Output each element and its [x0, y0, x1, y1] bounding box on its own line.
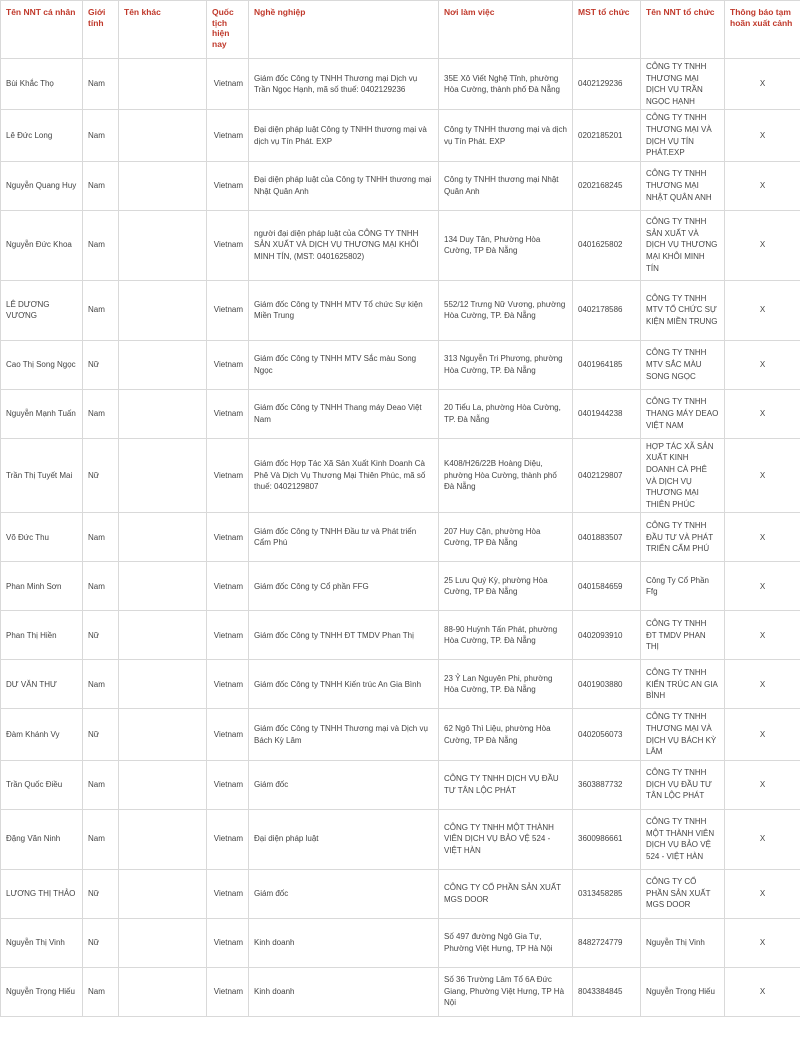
cell-gender: Nam	[83, 967, 119, 1016]
cell-nationality: Vietnam	[207, 967, 249, 1016]
cell-org-tax-code: 0202168245	[573, 161, 641, 210]
cell-name: Phan Minh Sơn	[1, 562, 83, 611]
table-row	[1, 210, 800, 280]
cell-name: Nguyễn Thị Vinh	[1, 918, 83, 967]
cell-org-name: CÔNG TY TNHH SẢN XUẤT VÀ DỊCH VỤ THƯƠNG MẠI KHÔI MINH TÍN	[641, 210, 725, 280]
cell-occupation: Kinh doanh	[249, 967, 439, 1016]
header-cell: Tên NNT cá nhân	[1, 1, 83, 59]
cell-other-name	[119, 660, 207, 709]
cell-exit-notice: X	[725, 562, 800, 611]
cell-other-name	[119, 340, 207, 389]
cell-occupation: Giám đốc	[249, 869, 439, 918]
cell-occupation: Kinh doanh	[249, 918, 439, 967]
cell-gender: Nam	[83, 280, 119, 340]
table-row	[1, 438, 800, 513]
cell-org-tax-code: 0402129807	[573, 438, 641, 513]
cell-name: Nguyễn Đức Khoa	[1, 210, 83, 280]
table-row	[1, 918, 800, 967]
cell-nationality: Vietnam	[207, 389, 249, 438]
cell-gender: Nam	[83, 110, 119, 161]
cell-org-name: CÔNG TY TNHH ĐẦU TƯ VÀ PHÁT TRIỂN CẨM PHÚ	[641, 513, 725, 562]
cell-exit-notice: X	[725, 760, 800, 809]
cell-other-name	[119, 513, 207, 562]
cell-name: Nguyễn Quang Huy	[1, 161, 83, 210]
header-cell: Thông báo tạm hoãn xuất cảnh	[725, 1, 800, 59]
cell-org-tax-code: 3600986661	[573, 809, 641, 869]
cell-org-name: CÔNG TY TNHH MTV SẮC MÀU SONG NGỌC	[641, 340, 725, 389]
cell-gender: Nữ	[83, 340, 119, 389]
cell-exit-notice: X	[725, 110, 800, 161]
cell-other-name	[119, 280, 207, 340]
cell-other-name	[119, 760, 207, 809]
cell-workplace: 35E Xô Viết Nghệ Tĩnh, phường Hòa Cường, thành phố Đà Nẵng	[439, 59, 573, 110]
cell-occupation: người đại diện pháp luật của CÔNG TY TNHH SẢN XUẤT VÀ DỊCH VỤ THƯƠNG MẠI KHÔI MINH TÍN, (MST: 0401625802)	[249, 210, 439, 280]
cell-org-name: CÔNG TY TNHH THƯƠNG MẠI NHẬT QUÂN ANH	[641, 161, 725, 210]
cell-exit-notice: X	[725, 161, 800, 210]
cell-exit-notice: X	[725, 438, 800, 513]
cell-org-name: Nguyễn Trọng Hiếu	[641, 967, 725, 1016]
cell-other-name	[119, 918, 207, 967]
header-cell: Tên khác	[119, 1, 207, 59]
cell-nationality: Vietnam	[207, 340, 249, 389]
cell-org-tax-code: 0401964185	[573, 340, 641, 389]
cell-other-name	[119, 210, 207, 280]
cell-occupation: Đại diện pháp luật	[249, 809, 439, 869]
cell-workplace: CÔNG TY TNHH DỊCH VỤ ĐẦU TƯ TÂN LỘC PHÁT	[439, 760, 573, 809]
table-row	[1, 809, 800, 869]
cell-occupation: Giám đốc Công ty TNHH MTV Tổ chức Sự kiện Miền Trung	[249, 280, 439, 340]
cell-other-name	[119, 869, 207, 918]
cell-name: Trần Quốc Điều	[1, 760, 83, 809]
header-cell: Quốc tịch hiện nay	[207, 1, 249, 59]
cell-occupation: Giám đốc Công ty TNHH ĐT TMDV Phan Thị	[249, 611, 439, 660]
cell-nationality: Vietnam	[207, 918, 249, 967]
cell-org-name: CÔNG TY TNHH THƯƠNG MẠI VÀ DỊCH VỤ BÁCH KỲ LÂM	[641, 709, 725, 760]
table-row	[1, 389, 800, 438]
cell-org-name: CÔNG TY TNHH THƯƠNG MẠI DỊCH VỤ TRẦN NGỌC HẠNH	[641, 59, 725, 110]
cell-occupation: Giám đốc Công ty TNHH Thang máy Deao Việt Nam	[249, 389, 439, 438]
cell-nationality: Vietnam	[207, 760, 249, 809]
cell-occupation: Giám đốc Công ty Cổ phần FFG	[249, 562, 439, 611]
cell-workplace: CÔNG TY CỔ PHẦN SẢN XUẤT MGS DOOR	[439, 869, 573, 918]
cell-org-name: CÔNG TY TNHH THƯƠNG MẠI VÀ DỊCH VỤ TÍN PHÁT.EXP	[641, 110, 725, 161]
cell-nationality: Vietnam	[207, 161, 249, 210]
cell-other-name	[119, 389, 207, 438]
cell-org-tax-code: 0401883507	[573, 513, 641, 562]
cell-occupation: Giám đốc	[249, 760, 439, 809]
cell-workplace: 313 Nguyễn Tri Phương, phường Hòa Cường, TP. Đà Nẵng	[439, 340, 573, 389]
header-row	[1, 1, 800, 59]
table-row	[1, 760, 800, 809]
cell-workplace: CÔNG TY TNHH MỘT THÀNH VIÊN DỊCH VỤ BẢO VỆ 524 - VIỆT HÀN	[439, 809, 573, 869]
cell-exit-notice: X	[725, 340, 800, 389]
table-row	[1, 161, 800, 210]
header-cell: Tên NNT tổ chức	[641, 1, 725, 59]
cell-nationality: Vietnam	[207, 513, 249, 562]
cell-org-tax-code: 8043384845	[573, 967, 641, 1016]
cell-other-name	[119, 161, 207, 210]
table-row	[1, 280, 800, 340]
cell-occupation: Giám đốc Công ty TNHH Thương mại Dịch vụ Trần Ngọc Hạnh, mã số thuế: 0402129236	[249, 59, 439, 110]
cell-workplace: 552/12 Trưng Nữ Vương, phường Hòa Cường, TP. Đà Nẵng	[439, 280, 573, 340]
cell-gender: Nam	[83, 660, 119, 709]
cell-workplace: K408/H26/22B Hoàng Diệu, phường Hòa Cường, thành phố Đà Nẵng	[439, 438, 573, 513]
cell-name: Cao Thị Song Ngọc	[1, 340, 83, 389]
table-row	[1, 513, 800, 562]
cell-workplace: Số 36 Trường Lâm Tổ 6A Đức Giang, Phường Việt Hưng, TP Hà Nội	[439, 967, 573, 1016]
cell-exit-notice: X	[725, 918, 800, 967]
cell-occupation: Giám đốc Công ty TNHH Thương mại và Dịch vụ Bách Kỳ Lâm	[249, 709, 439, 760]
cell-nationality: Vietnam	[207, 660, 249, 709]
cell-nationality: Vietnam	[207, 210, 249, 280]
table-row	[1, 562, 800, 611]
cell-name: Nguyễn Trọng Hiếu	[1, 967, 83, 1016]
cell-gender: Nam	[83, 760, 119, 809]
cell-nationality: Vietnam	[207, 438, 249, 513]
table-row	[1, 660, 800, 709]
cell-name: DƯ VĂN THƯ	[1, 660, 83, 709]
table-row	[1, 869, 800, 918]
cell-workplace: 20 Tiểu La, phường Hòa Cường, TP. Đà Nẵng	[439, 389, 573, 438]
cell-other-name	[119, 709, 207, 760]
cell-nationality: Vietnam	[207, 280, 249, 340]
header-cell: Giới tính	[83, 1, 119, 59]
cell-workplace: 25 Lưu Quý Kỳ, phường Hòa Cường, TP Đà Nẵng	[439, 562, 573, 611]
cell-other-name	[119, 562, 207, 611]
cell-name: Trần Thị Tuyết Mai	[1, 438, 83, 513]
cell-exit-notice: X	[725, 611, 800, 660]
cell-gender: Nam	[83, 562, 119, 611]
cell-workplace: 88-90 Huỳnh Tấn Phát, phường Hòa Cường, TP. Đà Nẵng	[439, 611, 573, 660]
cell-org-tax-code: 0402178586	[573, 280, 641, 340]
cell-nationality: Vietnam	[207, 110, 249, 161]
cell-exit-notice: X	[725, 660, 800, 709]
cell-exit-notice: X	[725, 280, 800, 340]
cell-occupation: Đại diện pháp luật Công ty TNHH thương mại và dịch vụ Tín Phát. EXP	[249, 110, 439, 161]
cell-org-name: HỢP TÁC XÃ SẢN XUẤT KINH DOANH CÀ PHÊ VÀ DỊCH VỤ THƯƠNG MẠI THIÊN PHÚC	[641, 438, 725, 513]
cell-nationality: Vietnam	[207, 869, 249, 918]
cell-other-name	[119, 438, 207, 513]
cell-workplace: Số 497 đường Ngô Gia Tự, Phường Việt Hưng, TP Hà Nội	[439, 918, 573, 967]
cell-name: Bùi Khắc Thọ	[1, 59, 83, 110]
cell-workplace: 134 Duy Tân, Phường Hòa Cường, TP Đà Nẵng	[439, 210, 573, 280]
cell-exit-notice: X	[725, 389, 800, 438]
cell-nationality: Vietnam	[207, 709, 249, 760]
header-cell: Nơi làm việc	[439, 1, 573, 59]
cell-name: Lê Đức Long	[1, 110, 83, 161]
cell-other-name	[119, 967, 207, 1016]
cell-org-tax-code: 0313458285	[573, 869, 641, 918]
cell-gender: Nữ	[83, 709, 119, 760]
cell-org-name: CÔNG TY CỔ PHẦN SẢN XUẤT MGS DOOR	[641, 869, 725, 918]
cell-exit-notice: X	[725, 809, 800, 869]
cell-other-name	[119, 110, 207, 161]
cell-gender: Nữ	[83, 438, 119, 513]
header-cell: Nghề nghiệp	[249, 1, 439, 59]
cell-gender: Nam	[83, 210, 119, 280]
cell-org-tax-code: 0401944238	[573, 389, 641, 438]
cell-exit-notice: X	[725, 869, 800, 918]
cell-name: Võ Đức Thu	[1, 513, 83, 562]
cell-org-name: CÔNG TY TNHH DỊCH VỤ ĐẦU TƯ TÂN LỘC PHÁT	[641, 760, 725, 809]
cell-gender: Nữ	[83, 869, 119, 918]
cell-exit-notice: X	[725, 709, 800, 760]
cell-name: Phan Thị Hiền	[1, 611, 83, 660]
cell-other-name	[119, 809, 207, 869]
cell-gender: Nữ	[83, 918, 119, 967]
cell-gender: Nam	[83, 59, 119, 110]
table-row	[1, 611, 800, 660]
cell-org-name: Nguyễn Thị Vinh	[641, 918, 725, 967]
cell-exit-notice: X	[725, 210, 800, 280]
cell-org-name: CÔNG TY TNHH MTV TỔ CHỨC SỰ KIỆN MIỀN TRUNG	[641, 280, 725, 340]
cell-name: LƯƠNG THỊ THẢO	[1, 869, 83, 918]
cell-org-name: CÔNG TY TNHH ĐT TMDV PHAN THỊ	[641, 611, 725, 660]
cell-org-tax-code: 0402129236	[573, 59, 641, 110]
cell-exit-notice: X	[725, 513, 800, 562]
cell-org-tax-code: 0401625802	[573, 210, 641, 280]
cell-name: Nguyễn Mạnh Tuấn	[1, 389, 83, 438]
cell-org-tax-code: 3603887732	[573, 760, 641, 809]
cell-occupation: Giám đốc Công ty TNHH MTV Sắc màu Song Ngọc	[249, 340, 439, 389]
cell-nationality: Vietnam	[207, 611, 249, 660]
cell-org-tax-code: 0401584659	[573, 562, 641, 611]
cell-workplace: 62 Ngô Thì Liệu, phường Hòa Cường, TP Đà Nẵng	[439, 709, 573, 760]
table-row	[1, 967, 800, 1016]
cell-org-tax-code: 0402056073	[573, 709, 641, 760]
cell-other-name	[119, 611, 207, 660]
cell-workplace: Công ty TNHH thương mại và dịch vụ Tín Phát. EXP	[439, 110, 573, 161]
cell-name: Đặng Văn Ninh	[1, 809, 83, 869]
cell-org-tax-code: 0401903880	[573, 660, 641, 709]
cell-org-name: CÔNG TY TNHH MỘT THÀNH VIÊN DỊCH VỤ BẢO VỆ 524 - VIỆT HÀN	[641, 809, 725, 869]
cell-name: Đàm Khánh Vy	[1, 709, 83, 760]
cell-gender: Nam	[83, 389, 119, 438]
cell-other-name	[119, 59, 207, 110]
cell-occupation: Giám đốc Công ty TNHH Đầu tư và Phát triển Cẩm Phú	[249, 513, 439, 562]
header-cell: MST tổ chức	[573, 1, 641, 59]
cell-org-name: Công Ty Cổ Phần Ffg	[641, 562, 725, 611]
cell-gender: Nữ	[83, 611, 119, 660]
cell-occupation: Giám đốc Hợp Tác Xã Sản Xuất Kinh Doanh Cà Phê Và Dịch Vụ Thương Mại Thiên Phúc, mã số thuế: 0402129807	[249, 438, 439, 513]
cell-gender: Nam	[83, 161, 119, 210]
cell-org-tax-code: 8482724779	[573, 918, 641, 967]
cell-occupation: Đại diện pháp luật của Công ty TNHH thương mại Nhật Quân Anh	[249, 161, 439, 210]
table-row	[1, 59, 800, 110]
cell-workplace: Công ty TNHH thương mại Nhật Quân Anh	[439, 161, 573, 210]
cell-nationality: Vietnam	[207, 809, 249, 869]
cell-org-name: CÔNG TY TNHH KIẾN TRÚC AN GIA BÌNH	[641, 660, 725, 709]
cell-occupation: Giám đốc Công ty TNHH Kiến trúc An Gia Bình	[249, 660, 439, 709]
cell-exit-notice: X	[725, 967, 800, 1016]
cell-org-name: CÔNG TY TNHH THANG MÁY DEAO VIỆT NAM	[641, 389, 725, 438]
table-row	[1, 709, 800, 760]
cell-gender: Nam	[83, 513, 119, 562]
cell-exit-notice: X	[725, 59, 800, 110]
table-row	[1, 110, 800, 161]
cell-workplace: 23 Ỷ Lan Nguyên Phi, phường Hòa Cường, TP. Đà Nẵng	[439, 660, 573, 709]
cell-nationality: Vietnam	[207, 59, 249, 110]
cell-org-tax-code: 0402093910	[573, 611, 641, 660]
table-row	[1, 340, 800, 389]
cell-org-tax-code: 0202185201	[573, 110, 641, 161]
cell-name: LÊ DƯƠNG VƯƠNG	[1, 280, 83, 340]
cell-workplace: 207 Huy Cận, phường Hòa Cường, TP Đà Nẵng	[439, 513, 573, 562]
cell-gender: Nam	[83, 809, 119, 869]
cell-nationality: Vietnam	[207, 562, 249, 611]
